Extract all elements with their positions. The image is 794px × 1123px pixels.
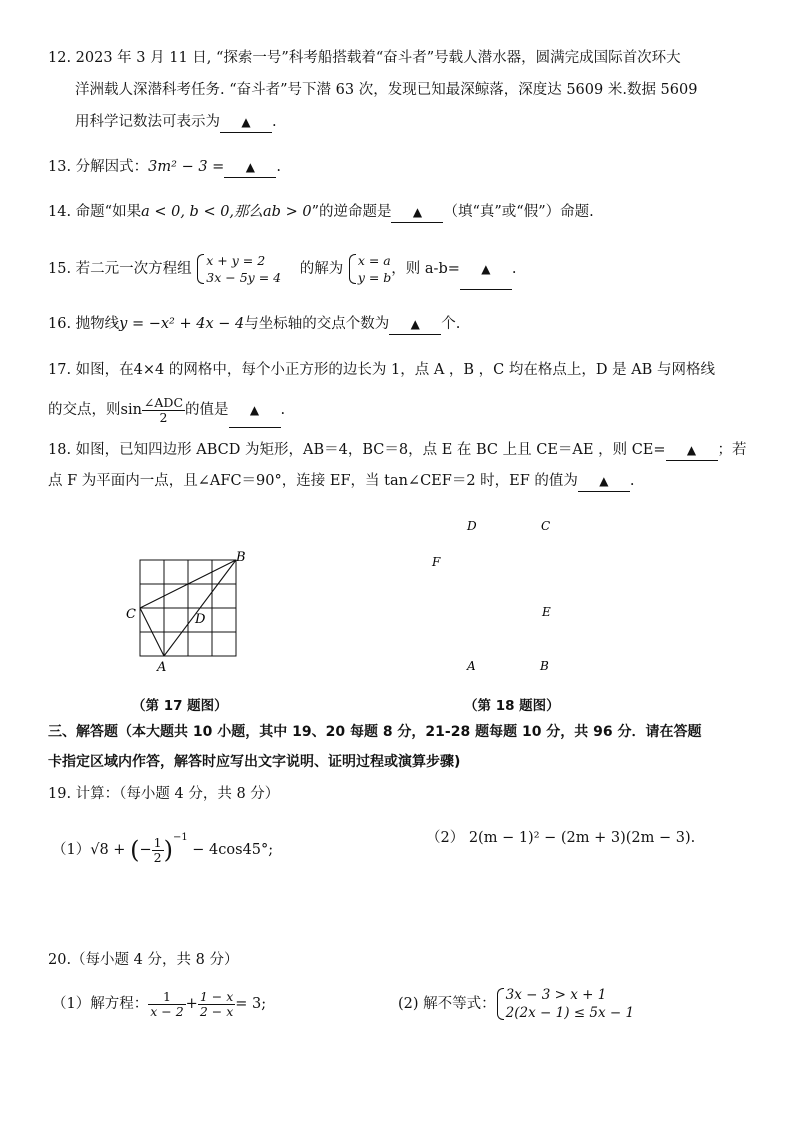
- q17-line1: 17. 如图，在4×4 的网格中，每个小正方形的边长为 1，点 A ，B ，C 均在格点上，D 是 AB 与网格线: [48, 362, 715, 378]
- figure-17-grid: [120, 548, 260, 678]
- q14-blank: [391, 202, 443, 223]
- q19-p1-c: − 4cos45°;: [192, 842, 274, 858]
- q18-line1-end: ；若: [717, 442, 747, 458]
- label-B: B: [236, 550, 246, 565]
- q18-blank-2: [578, 471, 630, 492]
- q15-mid: 的解为: [299, 261, 344, 277]
- q13-expr: 3m² − 3 =: [148, 159, 225, 175]
- q20-ineq1: 3x − 3 > x + 1: [505, 987, 607, 1003]
- triangle-icon: ▲: [241, 115, 251, 129]
- q19-frac-num: 1: [153, 834, 162, 850]
- q17-line2-pre: 的交点，则: [48, 402, 121, 418]
- figure-17-caption: （第 17 题图）: [132, 698, 228, 714]
- q15-system: [196, 252, 281, 286]
- q16-blank: [389, 314, 441, 335]
- q19-part1: [52, 818, 273, 870]
- q12-line3-text: 用科学记数法可表示为: [75, 114, 220, 130]
- q20-ineq2: 2(2x − 1) ≤ 5x − 1: [505, 1005, 635, 1021]
- q12-blank: [220, 112, 272, 133]
- q20-f1-num: 1: [148, 990, 185, 1005]
- triangle-icon: ▲: [686, 443, 697, 457]
- q13-end: .: [276, 159, 281, 175]
- q18-line1: [48, 440, 747, 461]
- section3-heading-line1: 三、解答题（本大题共 10 小题，其中 19、20 每题 8 分，21-28 题每题 10 分，共 96 分．请在答题: [48, 724, 702, 740]
- q19-paren-right: ): [163, 836, 173, 864]
- q16: [48, 314, 460, 335]
- q17-frac-num: ∠ADC: [143, 394, 184, 410]
- q18-line2-text: 点 F 为平面内一点，且∠AFC＝90°，连接 EF，当 tan∠CEF＝2 时，EF 的值为: [48, 473, 578, 489]
- section3-heading-line2: 卡指定区域内作答，解答时应写出文字说明、证明过程或演算步骤): [48, 754, 461, 770]
- q20-f2-den: 2 − x: [199, 1003, 234, 1019]
- triangle-icon: ▲: [410, 317, 420, 331]
- q16-mid: 与坐标轴的交点个数为: [244, 316, 390, 332]
- label-D: D: [195, 612, 206, 627]
- q20-plus: +: [185, 996, 198, 1012]
- q20-fraction-2: [198, 990, 235, 1019]
- q17-line2: [48, 393, 285, 428]
- q19-p1-minus: −: [139, 842, 152, 858]
- q13: [48, 157, 281, 178]
- q19-part2: （2） 2(m − 1)² − (2m + 3)(2m − 3).: [426, 830, 696, 846]
- q18-blank-1: [666, 440, 718, 461]
- triangle-icon: ▲: [245, 160, 255, 174]
- q18-line2: [48, 471, 635, 492]
- q20-f2-num: 1 − x: [199, 988, 234, 1004]
- q14-end: （填“真”或“假”）命题.: [443, 204, 594, 220]
- q19-exponent: −1: [172, 832, 188, 843]
- q15-blank: [460, 249, 512, 290]
- q15-mid2: ，则 a-b=: [391, 261, 460, 277]
- q14-mid: ”的逆命题是: [311, 204, 392, 220]
- q19-p1-a: √8 +: [90, 842, 126, 858]
- q14: [48, 202, 594, 223]
- grid-lines: [140, 560, 236, 656]
- q17-end: .: [280, 402, 286, 418]
- q17-line2-mid: 的值是: [185, 402, 229, 418]
- figure-18: [420, 512, 580, 682]
- label-D: D: [467, 519, 477, 533]
- q20-inequality-system: [496, 986, 634, 1022]
- q13-label: 13. 分解因式：: [48, 159, 149, 175]
- q17-blank: [229, 393, 281, 428]
- q18-end: .: [629, 473, 635, 489]
- label-C: C: [126, 607, 136, 622]
- q20-p2-label: (2) 解不等式：: [398, 996, 496, 1012]
- q19-paren-left: (: [130, 836, 140, 864]
- label-A: A: [157, 660, 167, 675]
- q12-line1: 12. 2023 年 3 月 11 日, “探索一号”科考船搭载着“奋斗者”号载人潜水器，圆满完成国际首次环大: [48, 50, 681, 66]
- q15-label: 15. 若二元一次方程组: [48, 261, 192, 277]
- q13-blank: [224, 157, 276, 178]
- q17-fraction: [142, 396, 185, 425]
- label-B: B: [540, 659, 549, 673]
- q15-eq2: 3x − 5y = 4: [206, 270, 282, 285]
- q20-fraction-1: [148, 990, 185, 1019]
- q19-frac-den: 2: [153, 849, 162, 865]
- triangle-icon: ▲: [249, 403, 260, 417]
- q15-end: .: [511, 261, 517, 277]
- q19-p1-label: （1）: [52, 842, 91, 858]
- q19-fraction: [152, 836, 164, 865]
- q15-sol2: y = b: [357, 270, 392, 285]
- label-F: F: [432, 555, 441, 569]
- q15-solution: [348, 252, 391, 286]
- q16-end: 个.: [441, 316, 461, 332]
- q20-part2: [398, 982, 634, 1026]
- q12-end: .: [272, 114, 277, 130]
- q17-sin: sin: [120, 402, 142, 418]
- q20-f1-den: x − 2: [150, 1003, 184, 1019]
- q14-label: 14. 命题“如果: [48, 204, 142, 220]
- label-E: E: [542, 605, 551, 619]
- q18-line1-text: 18. 如图，已知四边形 ABCD 为矩形，AB＝4，BC＝8，点 E 在 BC 上且 CE＝AE ，则 CE=: [48, 442, 666, 458]
- q15-eq1: x + y = 2: [206, 253, 266, 268]
- figure-18-caption: （第 18 题图）: [464, 698, 560, 714]
- q12-line3: [75, 112, 277, 133]
- q16-label: 16. 抛物线: [48, 316, 120, 332]
- q19-title: 19. 计算：（每小题 4 分，共 8 分）: [48, 786, 280, 802]
- q15: [48, 249, 517, 290]
- triangle-icon: ▲: [412, 205, 423, 219]
- q17-frac-den: 2: [159, 409, 168, 425]
- triangle-icon: ▲: [481, 262, 491, 276]
- q14-condition: a < 0, b < 0,那么ab > 0: [141, 204, 312, 220]
- q15-sol1: x = a: [357, 253, 391, 268]
- q12-line2: 洋洲载人深潜科考任务. “奋斗者”号下潜 63 次，发现已知最深鲸落，深度达 5609 米.数据 5609: [75, 82, 698, 98]
- q16-expr: y = −x² + 4x − 4: [119, 316, 245, 332]
- q20-part1: [52, 982, 266, 1026]
- q20-p1-end: = 3;: [235, 996, 267, 1012]
- label-C: C: [541, 519, 551, 533]
- label-A: A: [467, 659, 476, 673]
- q20-title: 20.（每小题 4 分，共 8 分）: [48, 952, 239, 968]
- triangle-icon: ▲: [599, 474, 609, 488]
- q20-p1-label: （1）解方程：: [52, 996, 149, 1012]
